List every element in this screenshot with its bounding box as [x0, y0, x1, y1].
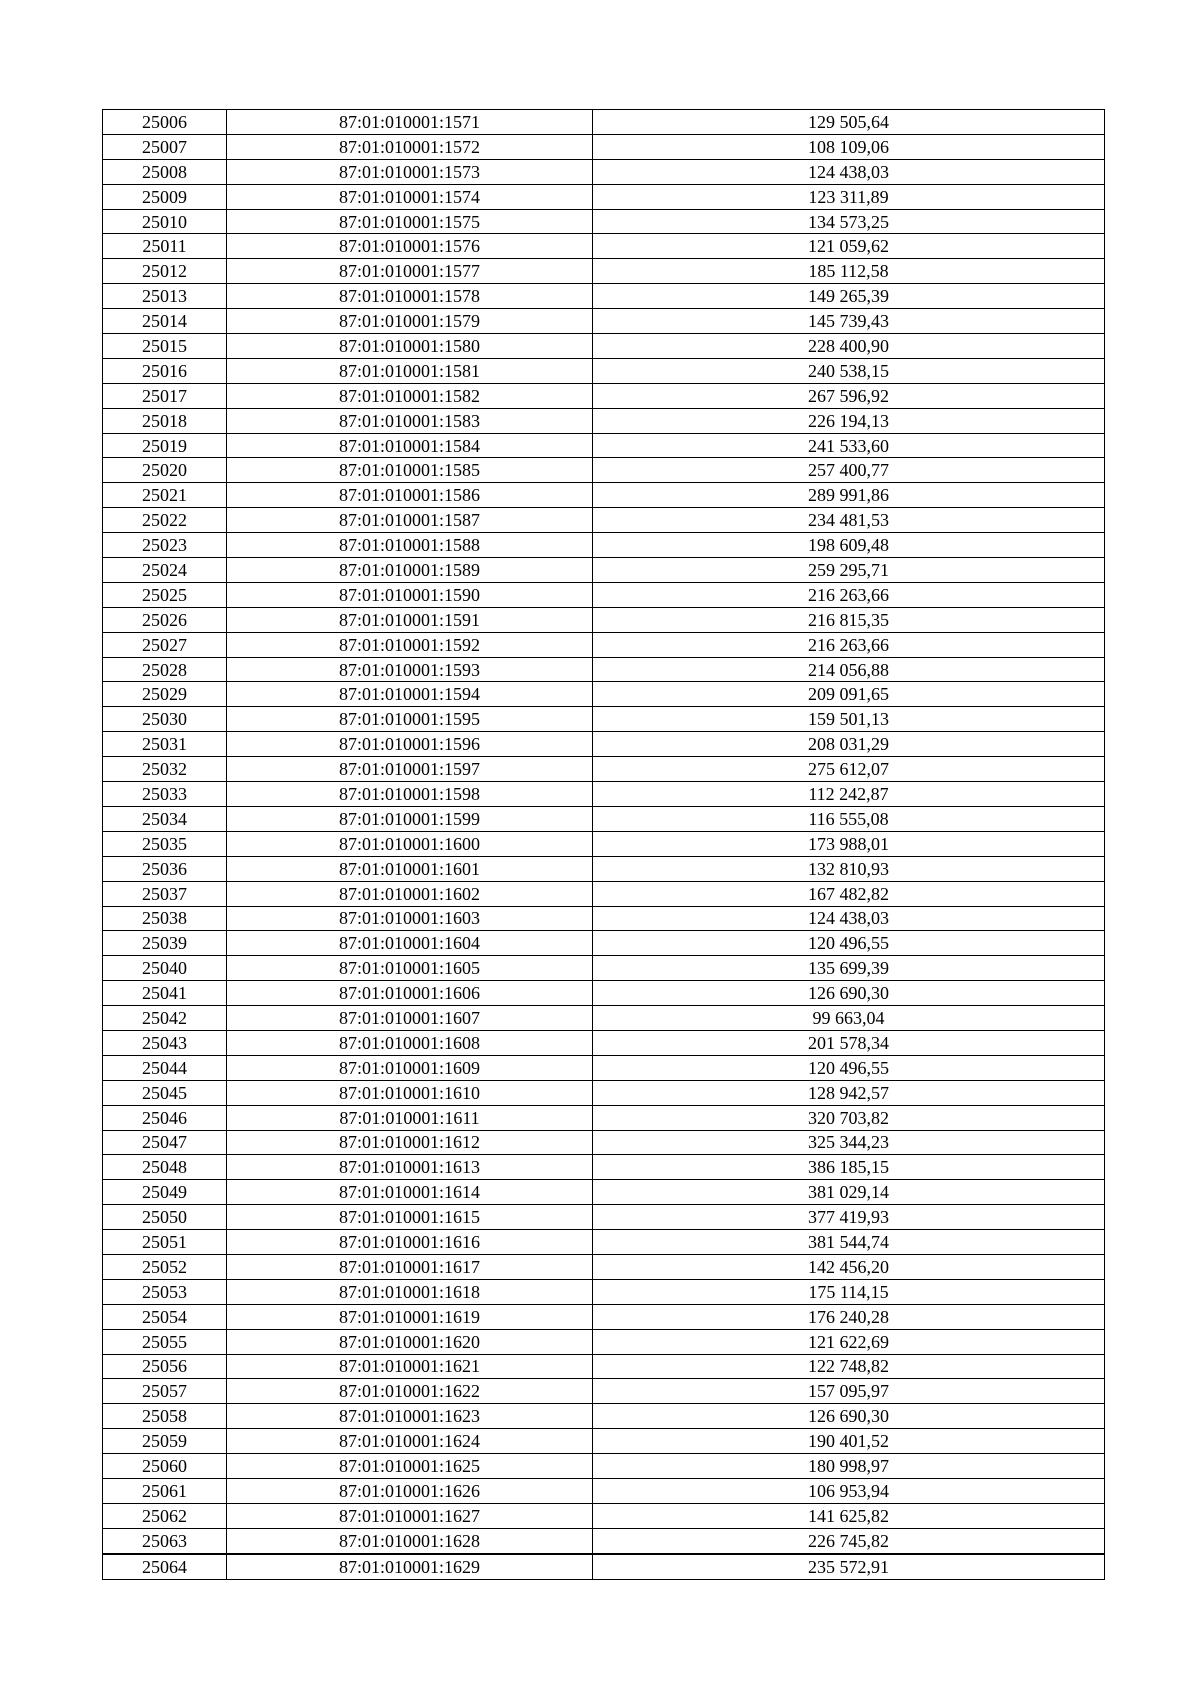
cadastral-value-cell: 214 056,88 — [593, 657, 1105, 682]
row-number-cell: 25011 — [103, 234, 227, 259]
cadastral-value-cell: 386 185,15 — [593, 1155, 1105, 1180]
table-row — [103, 806, 1105, 831]
cadastral-value-cell: 208 031,29 — [593, 732, 1105, 757]
row-number-cell: 25053 — [103, 1279, 227, 1304]
cadastral-value-cell: 134 573,25 — [593, 209, 1105, 234]
cadastral-number-cell: 87:01:010001:1585 — [227, 458, 593, 483]
table-row — [103, 582, 1105, 607]
cadastral-number-cell: 87:01:010001:1592 — [227, 632, 593, 657]
cadastral-number-cell: 87:01:010001:1587 — [227, 508, 593, 533]
cadastral-value-cell: 198 609,48 — [593, 533, 1105, 558]
row-number-cell: 25026 — [103, 607, 227, 632]
table-row — [103, 1130, 1105, 1155]
row-number-cell: 25061 — [103, 1478, 227, 1503]
cadastral-value-cell: 149 265,39 — [593, 284, 1105, 309]
cadastral-value-cell: 112 242,87 — [593, 782, 1105, 807]
row-number-cell: 25031 — [103, 732, 227, 757]
cadastral-number-cell: 87:01:010001:1591 — [227, 607, 593, 632]
row-number-cell: 25045 — [103, 1080, 227, 1105]
table-row — [103, 956, 1105, 981]
table-row — [103, 110, 1105, 135]
table-row — [103, 184, 1105, 209]
cadastral-number-cell: 87:01:010001:1622 — [227, 1379, 593, 1404]
cadastral-number-cell: 87:01:010001:1602 — [227, 881, 593, 906]
table-row — [103, 1429, 1105, 1454]
cadastral-value-cell: 257 400,77 — [593, 458, 1105, 483]
row-number-cell: 25064 — [103, 1554, 227, 1579]
cadastral-number-cell: 87:01:010001:1595 — [227, 707, 593, 732]
cadastral-value-cell: 123 311,89 — [593, 184, 1105, 209]
table-body — [103, 110, 1105, 1580]
row-number-cell: 25049 — [103, 1180, 227, 1205]
cadastral-value-cell: 108 109,06 — [593, 134, 1105, 159]
table-row — [103, 607, 1105, 632]
row-number-cell: 25035 — [103, 831, 227, 856]
table-row — [103, 1478, 1105, 1503]
row-number-cell: 25018 — [103, 408, 227, 433]
table-row — [103, 657, 1105, 682]
row-number-cell: 25022 — [103, 508, 227, 533]
row-number-cell: 25062 — [103, 1503, 227, 1528]
cadastral-number-cell: 87:01:010001:1625 — [227, 1454, 593, 1479]
cadastral-number-cell: 87:01:010001:1628 — [227, 1528, 593, 1553]
cadastral-number-cell: 87:01:010001:1603 — [227, 906, 593, 931]
cadastral-value-table — [102, 109, 1105, 1580]
cadastral-number-cell: 87:01:010001:1589 — [227, 558, 593, 583]
cadastral-number-cell: 87:01:010001:1599 — [227, 806, 593, 831]
cadastral-value-cell: 173 988,01 — [593, 831, 1105, 856]
table-row — [103, 533, 1105, 558]
table-row — [103, 1279, 1105, 1304]
cadastral-number-cell: 87:01:010001:1577 — [227, 259, 593, 284]
table-row — [103, 508, 1105, 533]
table-row — [103, 1180, 1105, 1205]
row-number-cell: 25032 — [103, 757, 227, 782]
row-number-cell: 25012 — [103, 259, 227, 284]
cadastral-value-cell: 226 745,82 — [593, 1528, 1105, 1553]
table-row — [103, 682, 1105, 707]
table-row — [103, 309, 1105, 334]
cadastral-number-cell: 87:01:010001:1571 — [227, 110, 593, 135]
row-number-cell: 25050 — [103, 1205, 227, 1230]
row-number-cell: 25051 — [103, 1230, 227, 1255]
cadastral-number-cell: 87:01:010001:1584 — [227, 433, 593, 458]
cadastral-value-cell: 201 578,34 — [593, 1030, 1105, 1055]
table-row — [103, 1304, 1105, 1329]
cadastral-value-cell: 120 496,55 — [593, 1055, 1105, 1080]
cadastral-number-cell: 87:01:010001:1590 — [227, 582, 593, 607]
cadastral-value-cell: 122 748,82 — [593, 1354, 1105, 1379]
cadastral-number-cell: 87:01:010001:1607 — [227, 1006, 593, 1031]
table-row — [103, 1055, 1105, 1080]
table-row — [103, 1379, 1105, 1404]
cadastral-number-cell: 87:01:010001:1579 — [227, 309, 593, 334]
cadastral-value-cell: 126 690,30 — [593, 1404, 1105, 1429]
cadastral-value-cell: 141 625,82 — [593, 1503, 1105, 1528]
cadastral-number-cell: 87:01:010001:1578 — [227, 284, 593, 309]
cadastral-number-cell: 87:01:010001:1624 — [227, 1429, 593, 1454]
cadastral-number-cell: 87:01:010001:1581 — [227, 358, 593, 383]
table-row — [103, 1354, 1105, 1379]
table-row — [103, 1454, 1105, 1479]
cadastral-number-cell: 87:01:010001:1617 — [227, 1254, 593, 1279]
row-number-cell: 25024 — [103, 558, 227, 583]
cadastral-number-cell: 87:01:010001:1627 — [227, 1503, 593, 1528]
cadastral-number-cell: 87:01:010001:1613 — [227, 1155, 593, 1180]
cadastral-value-cell: 135 699,39 — [593, 956, 1105, 981]
cadastral-value-cell: 216 815,35 — [593, 607, 1105, 632]
table-row — [103, 1030, 1105, 1055]
cadastral-value-cell: 235 572,91 — [593, 1554, 1105, 1579]
cadastral-value-cell: 241 533,60 — [593, 433, 1105, 458]
cadastral-value-cell: 129 505,64 — [593, 110, 1105, 135]
cadastral-number-cell: 87:01:010001:1586 — [227, 483, 593, 508]
cadastral-number-cell: 87:01:010001:1593 — [227, 657, 593, 682]
row-number-cell: 25059 — [103, 1429, 227, 1454]
table-row — [103, 1404, 1105, 1429]
cadastral-value-cell: 228 400,90 — [593, 334, 1105, 359]
row-number-cell: 25047 — [103, 1130, 227, 1155]
cadastral-number-cell: 87:01:010001:1574 — [227, 184, 593, 209]
table-row — [103, 1105, 1105, 1130]
cadastral-number-cell: 87:01:010001:1616 — [227, 1230, 593, 1255]
table-row — [103, 831, 1105, 856]
row-number-cell: 25058 — [103, 1404, 227, 1429]
table-row — [103, 458, 1105, 483]
table-row — [103, 1554, 1105, 1579]
row-number-cell: 25009 — [103, 184, 227, 209]
cadastral-value-cell: 216 263,66 — [593, 632, 1105, 657]
cadastral-value-cell: 175 114,15 — [593, 1279, 1105, 1304]
cadastral-number-cell: 87:01:010001:1580 — [227, 334, 593, 359]
cadastral-number-cell: 87:01:010001:1623 — [227, 1404, 593, 1429]
cadastral-number-cell: 87:01:010001:1601 — [227, 856, 593, 881]
cadastral-value-cell: 209 091,65 — [593, 682, 1105, 707]
table-row — [103, 259, 1105, 284]
row-number-cell: 25007 — [103, 134, 227, 159]
row-number-cell: 25014 — [103, 309, 227, 334]
row-number-cell: 25063 — [103, 1528, 227, 1553]
cadastral-number-cell: 87:01:010001:1610 — [227, 1080, 593, 1105]
row-number-cell: 25006 — [103, 110, 227, 135]
table-row — [103, 358, 1105, 383]
cadastral-value-cell: 126 690,30 — [593, 981, 1105, 1006]
row-number-cell: 25020 — [103, 458, 227, 483]
row-number-cell: 25052 — [103, 1254, 227, 1279]
table-row — [103, 383, 1105, 408]
cadastral-value-cell: 275 612,07 — [593, 757, 1105, 782]
row-number-cell: 25036 — [103, 856, 227, 881]
row-number-cell: 25021 — [103, 483, 227, 508]
cadastral-value-cell: 106 953,94 — [593, 1478, 1105, 1503]
cadastral-number-cell: 87:01:010001:1626 — [227, 1478, 593, 1503]
cadastral-number-cell: 87:01:010001:1582 — [227, 383, 593, 408]
cadastral-value-cell: 121 622,69 — [593, 1329, 1105, 1354]
table-row — [103, 234, 1105, 259]
table-row — [103, 558, 1105, 583]
row-number-cell: 25056 — [103, 1354, 227, 1379]
cadastral-value-cell: 132 810,93 — [593, 856, 1105, 881]
cadastral-value-cell: 240 538,15 — [593, 358, 1105, 383]
row-number-cell: 25029 — [103, 682, 227, 707]
row-number-cell: 25057 — [103, 1379, 227, 1404]
cadastral-value-cell: 381 544,74 — [593, 1230, 1105, 1255]
cadastral-number-cell: 87:01:010001:1629 — [227, 1554, 593, 1579]
row-number-cell: 25042 — [103, 1006, 227, 1031]
cadastral-value-cell: 185 112,58 — [593, 259, 1105, 284]
cadastral-value-cell: 226 194,13 — [593, 408, 1105, 433]
table-row — [103, 732, 1105, 757]
row-number-cell: 25038 — [103, 906, 227, 931]
table-row — [103, 433, 1105, 458]
table-row — [103, 632, 1105, 657]
table-row — [103, 1080, 1105, 1105]
table-row — [103, 856, 1105, 881]
cadastral-number-cell: 87:01:010001:1619 — [227, 1304, 593, 1329]
row-number-cell: 25039 — [103, 931, 227, 956]
table-row — [103, 1329, 1105, 1354]
cadastral-number-cell: 87:01:010001:1618 — [227, 1279, 593, 1304]
row-number-cell: 25019 — [103, 433, 227, 458]
row-number-cell: 25048 — [103, 1155, 227, 1180]
row-number-cell: 25015 — [103, 334, 227, 359]
table-row — [103, 334, 1105, 359]
cadastral-number-cell: 87:01:010001:1575 — [227, 209, 593, 234]
cadastral-number-cell: 87:01:010001:1612 — [227, 1130, 593, 1155]
cadastral-value-cell: 157 095,97 — [593, 1379, 1105, 1404]
row-number-cell: 25008 — [103, 159, 227, 184]
row-number-cell: 25034 — [103, 806, 227, 831]
table-row — [103, 209, 1105, 234]
table-row — [103, 1205, 1105, 1230]
cadastral-number-cell: 87:01:010001:1621 — [227, 1354, 593, 1379]
table-row — [103, 782, 1105, 807]
row-number-cell: 25010 — [103, 209, 227, 234]
row-number-cell: 25025 — [103, 582, 227, 607]
row-number-cell: 25016 — [103, 358, 227, 383]
cadastral-value-cell: 145 739,43 — [593, 309, 1105, 334]
cadastral-value-cell: 121 059,62 — [593, 234, 1105, 259]
cadastral-number-cell: 87:01:010001:1583 — [227, 408, 593, 433]
cadastral-value-cell: 124 438,03 — [593, 906, 1105, 931]
table-row — [103, 1155, 1105, 1180]
row-number-cell: 25054 — [103, 1304, 227, 1329]
row-number-cell: 25060 — [103, 1454, 227, 1479]
cadastral-number-cell: 87:01:010001:1604 — [227, 931, 593, 956]
row-number-cell: 25040 — [103, 956, 227, 981]
row-number-cell: 25030 — [103, 707, 227, 732]
row-number-cell: 25046 — [103, 1105, 227, 1130]
cadastral-value-cell: 176 240,28 — [593, 1304, 1105, 1329]
table-row — [103, 134, 1105, 159]
row-number-cell: 25041 — [103, 981, 227, 1006]
cadastral-number-cell: 87:01:010001:1573 — [227, 159, 593, 184]
cadastral-value-cell: 325 344,23 — [593, 1130, 1105, 1155]
table-row — [103, 931, 1105, 956]
table-row — [103, 159, 1105, 184]
cadastral-value-cell: 267 596,92 — [593, 383, 1105, 408]
row-number-cell: 25027 — [103, 632, 227, 657]
table-row — [103, 1528, 1105, 1553]
table-row — [103, 1230, 1105, 1255]
cadastral-value-cell: 99 663,04 — [593, 1006, 1105, 1031]
cadastral-number-cell: 87:01:010001:1605 — [227, 956, 593, 981]
row-number-cell: 25033 — [103, 782, 227, 807]
cadastral-number-cell: 87:01:010001:1597 — [227, 757, 593, 782]
cadastral-value-cell: 120 496,55 — [593, 931, 1105, 956]
cadastral-value-cell: 167 482,82 — [593, 881, 1105, 906]
row-number-cell: 25028 — [103, 657, 227, 682]
cadastral-number-cell: 87:01:010001:1588 — [227, 533, 593, 558]
row-number-cell: 25055 — [103, 1329, 227, 1354]
row-number-cell: 25044 — [103, 1055, 227, 1080]
cadastral-value-cell: 377 419,93 — [593, 1205, 1105, 1230]
cadastral-value-cell: 180 998,97 — [593, 1454, 1105, 1479]
cadastral-value-cell: 124 438,03 — [593, 159, 1105, 184]
table-row — [103, 757, 1105, 782]
table-row — [103, 906, 1105, 931]
cadastral-number-cell: 87:01:010001:1572 — [227, 134, 593, 159]
cadastral-number-cell: 87:01:010001:1615 — [227, 1205, 593, 1230]
row-number-cell: 25043 — [103, 1030, 227, 1055]
cadastral-number-cell: 87:01:010001:1609 — [227, 1055, 593, 1080]
table-row — [103, 707, 1105, 732]
cadastral-value-cell: 259 295,71 — [593, 558, 1105, 583]
cadastral-number-cell: 87:01:010001:1576 — [227, 234, 593, 259]
table-row — [103, 881, 1105, 906]
cadastral-value-cell: 128 942,57 — [593, 1080, 1105, 1105]
cadastral-number-cell: 87:01:010001:1594 — [227, 682, 593, 707]
table-row — [103, 981, 1105, 1006]
cadastral-value-cell: 381 029,14 — [593, 1180, 1105, 1205]
table-row — [103, 1006, 1105, 1031]
cadastral-number-cell: 87:01:010001:1596 — [227, 732, 593, 757]
cadastral-number-cell: 87:01:010001:1600 — [227, 831, 593, 856]
cadastral-value-cell: 116 555,08 — [593, 806, 1105, 831]
cadastral-number-cell: 87:01:010001:1598 — [227, 782, 593, 807]
cadastral-number-cell: 87:01:010001:1614 — [227, 1180, 593, 1205]
table-row — [103, 483, 1105, 508]
cadastral-value-cell: 142 456,20 — [593, 1254, 1105, 1279]
table-row — [103, 284, 1105, 309]
row-number-cell: 25023 — [103, 533, 227, 558]
cadastral-value-cell: 190 401,52 — [593, 1429, 1105, 1454]
table-row — [103, 1503, 1105, 1528]
cadastral-value-cell: 216 263,66 — [593, 582, 1105, 607]
cadastral-value-cell: 234 481,53 — [593, 508, 1105, 533]
cadastral-value-cell: 289 991,86 — [593, 483, 1105, 508]
cadastral-number-cell: 87:01:010001:1608 — [227, 1030, 593, 1055]
row-number-cell: 25013 — [103, 284, 227, 309]
table-row — [103, 408, 1105, 433]
cadastral-number-cell: 87:01:010001:1611 — [227, 1105, 593, 1130]
row-number-cell: 25017 — [103, 383, 227, 408]
table-row — [103, 1254, 1105, 1279]
cadastral-number-cell: 87:01:010001:1606 — [227, 981, 593, 1006]
cadastral-value-cell: 320 703,82 — [593, 1105, 1105, 1130]
cadastral-value-cell: 159 501,13 — [593, 707, 1105, 732]
cadastral-number-cell: 87:01:010001:1620 — [227, 1329, 593, 1354]
row-number-cell: 25037 — [103, 881, 227, 906]
